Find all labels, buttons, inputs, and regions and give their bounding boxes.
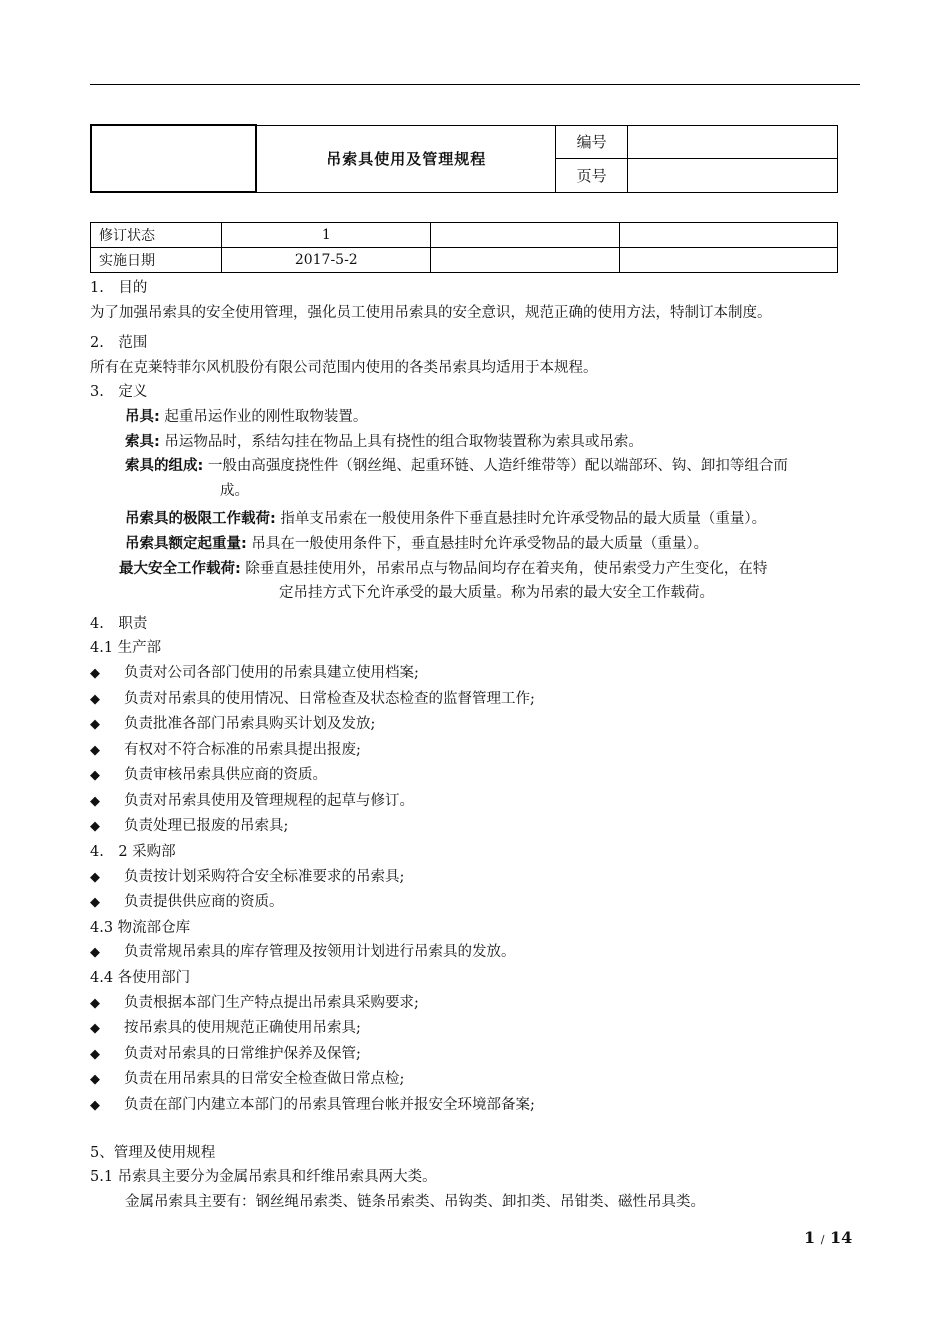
purpose-text: 为了加强吊索具的安全使用管理，强化员工使用吊索具的安全意识，规范正确的使用方法，特制订本制度。 — [90, 304, 772, 321]
definition-item: 吊索具额定起重量: 吊具在一般使用条件下，垂直悬挂时允许承受物品的最大质量（重量）。 — [125, 535, 709, 552]
diamond-bullet-icon: ◆ — [90, 665, 100, 681]
subsection-heading-departments: 4.4 各使用部门 — [90, 970, 191, 987]
revision-cell — [620, 248, 838, 273]
page-value — [628, 159, 838, 193]
diamond-bullet-icon: ◆ — [90, 768, 100, 784]
section-heading-rules: 5、管理及使用规程 — [90, 1144, 216, 1161]
diamond-bullet-icon: ◆ — [90, 742, 100, 758]
definition-item: 吊索具的极限工作载荷: 指单支吊索在一般使用条件下垂直悬挂时允许承受物品的最大质量（重量）。 — [125, 511, 767, 528]
diamond-bullet-icon: ◆ — [90, 895, 100, 911]
section-heading-definitions: 3. 定义 — [90, 384, 148, 401]
effective-date-value: 2017-5-2 — [222, 248, 431, 273]
logo-cell — [91, 125, 256, 192]
list-item: ◆ 负责对公司各部门使用的吊索具建立使用档案; — [90, 661, 865, 687]
list-item: ◆ 负责处理已报废的吊索具; — [90, 814, 865, 840]
revision-table — [90, 222, 838, 273]
list-item: ◆ 有权对不符合标准的吊索具提出报废; — [90, 738, 865, 764]
revision-cell — [620, 223, 838, 248]
header-rule — [90, 84, 860, 85]
diamond-bullet-icon: ◆ — [90, 1098, 100, 1113]
subsection-heading-production: 4.1 生产部 — [90, 640, 162, 657]
spacer — [90, 1119, 865, 1141]
diamond-bullet-icon: ◆ — [90, 691, 100, 707]
revision-status-value: 1 — [222, 223, 431, 248]
definition-item: 索具的组成: 一般由高强度挠性件（钢丝绳、起重环链、人造纤维带等）配以端部环、钩、卸扣等组合而 — [125, 458, 788, 475]
diamond-bullet-icon: ◆ — [90, 819, 100, 835]
rules-text: 5.1 吊索具主要分为金属吊索具和纤维吊索具两大类。 — [90, 1169, 437, 1186]
scope-text: 所有在克莱特菲尔风机股份有限公司范围内使用的各类吊索具均适用于本规程。 — [90, 359, 598, 376]
diamond-bullet-icon: ◆ — [90, 717, 100, 733]
list-item: ◆ 负责在用吊索具的日常安全检查做日常点检; — [90, 1067, 865, 1093]
list-item: ◆ 负责按计划采购符合安全标准要求的吊索具; — [90, 865, 865, 891]
revision-status-label: 修订状态 — [91, 223, 222, 248]
section-heading-duties: 4. 职责 — [90, 615, 148, 632]
list-item: ◆ 负责对吊索具的使用情况、日常检查及状态检查的监督管理工作; — [90, 687, 865, 713]
effective-date-label: 实施日期 — [91, 248, 222, 273]
revision-cell — [431, 248, 620, 273]
definition-item: 吊具: 起重吊运作业的刚性取物装置。 — [125, 408, 368, 425]
diamond-bullet-icon: ◆ — [90, 1072, 100, 1088]
number-value — [628, 125, 838, 159]
document-body — [90, 276, 865, 1214]
list-item: ◆ 负责常规吊索具的库存管理及按领用计划进行吊索具的发放。 — [90, 940, 865, 966]
diamond-bullet-icon: ◆ — [90, 945, 100, 961]
list-item: ◆ 负责批准各部门吊索具购买计划及发放; — [90, 712, 865, 738]
subsection-heading-purchasing: 4. 2 采购部 — [90, 844, 176, 861]
revision-cell — [431, 223, 620, 248]
list-item: ◆ 负责对吊索具使用及管理规程的起草与修订。 — [90, 789, 865, 815]
list-item: ◆ 按吊索具的使用规范正确使用吊索具; — [90, 1016, 865, 1042]
subsection-heading-warehouse: 4.3 物流部仓库 — [90, 919, 191, 936]
list-item: ◆ 负责审核吊索具供应商的资质。 — [90, 763, 865, 789]
definition-continuation: 成。 — [220, 482, 249, 499]
definition-item: 索具: 吊运物品时，系结勾挂在物品上具有挠性的组合取物装置称为索具或吊索。 — [125, 433, 643, 450]
list-item: ◆ 负责对吊索具的日常维护保养及保管; — [90, 1042, 865, 1068]
diamond-bullet-icon: ◆ — [90, 793, 100, 809]
number-label: 编号 — [556, 125, 628, 159]
page-label: 页号 — [556, 159, 628, 193]
list-item: ◆ 负责提供供应商的资质。 — [90, 890, 865, 916]
definition-item: 最大安全工作载荷: 除垂直悬挂使用外，吊索吊点与物品间均存在着夹角，使吊索受力产生变化，在特 — [119, 560, 768, 577]
section-heading-scope: 2. 范围 — [90, 335, 148, 352]
page-number: 1 / 14 — [804, 1228, 853, 1247]
diamond-bullet-icon: ◆ — [90, 1046, 100, 1062]
list-item: ◆ 负责在部门内建立本部门的吊索具管理台帐并报安全环境部备案; — [90, 1093, 865, 1119]
document-header-table — [90, 124, 838, 193]
definition-continuation: 定吊挂方式下允许承受的最大质量。称为吊索的最大安全工作载荷。 — [279, 585, 714, 602]
section-heading-purpose: 1. 目的 — [90, 280, 148, 296]
document-title: 吊索具使用及管理规程 — [256, 125, 555, 192]
list-item: ◆ 负责根据本部门生产特点提出吊索具采购要求; — [90, 991, 865, 1017]
diamond-bullet-icon: ◆ — [90, 995, 100, 1011]
diamond-bullet-icon: ◆ — [90, 1021, 100, 1037]
diamond-bullet-icon: ◆ — [90, 869, 100, 885]
rules-subtext: 金属吊索具主要有：钢丝绳吊索类、链条吊索类、吊钩类、卸扣类、吊钳类、磁性吊具类。 — [125, 1193, 705, 1210]
